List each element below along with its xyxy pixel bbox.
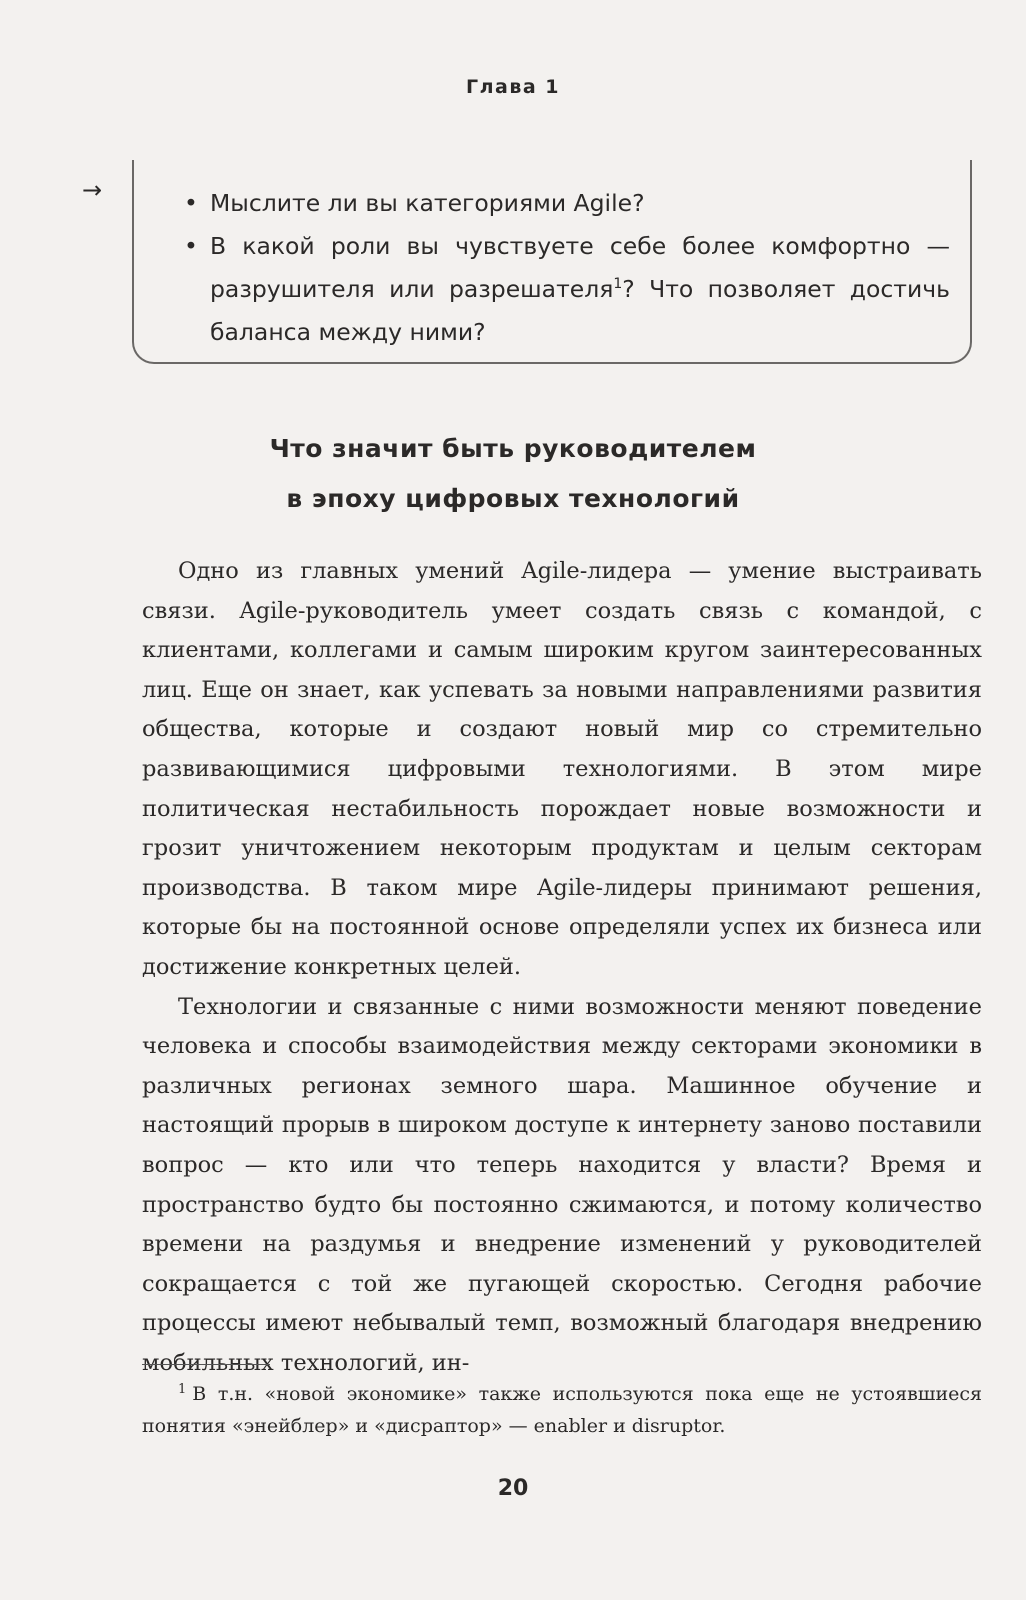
footnote-divider: [142, 1364, 270, 1365]
question-text: Мыслите ли вы категориями Agile?: [210, 189, 645, 217]
question-text: В какой роли вы чувствуете себе более комфортно — разрушителя или разрешателя: [210, 232, 950, 303]
section-title-line: в эпоху цифровых технологий: [286, 484, 740, 513]
footnote-text: В т.н. «новой экономике» также используются пока еще не устоявшиеся понятия «энейблер» и «дисраптор» — enabler и disruptor.: [142, 1383, 982, 1437]
body-text: [142, 552, 982, 1383]
question-item: [180, 182, 950, 225]
page-number: 20: [497, 1476, 529, 1501]
footnote-ref[interactable]: 1: [613, 276, 623, 293]
footnote: [142, 1378, 982, 1442]
arrow-right-icon: →: [82, 176, 103, 204]
body-paragraph: Одно из главных умений Agile-лидера — умение выстраивать связи. Agile-руководитель умеет создать связь с командой, с клиентами, коллегами и самым широким кругом заинтересованных лиц. Еще он знает, как успевать за новыми направлениями развития общества, которые и создают новый мир со стремительно развивающимися цифровыми технологиями. В этом мире политическая нестабильность порождает новые возможности и грозит уничтожением некоторым продуктам и целым секторам производства. В таком мире Agile-лидеры принимают решения, которые бы на постоянной основе определяли успех их бизнеса или достижение конкретных целей.: [142, 558, 982, 980]
body-paragraph: Технологии и связанные с ними возможности меняют поведение человека и способы взаимодействия между секторами экономики в различных регионах земного шара. Машинное обучение и настоящий прорыв в широком доступе к интернету заново поставили вопрос — кто или что теперь находится у власти? Время и пространство будто бы постоянно сжимаются, и потому количество времени на раздумья и внедрение изменений у руководителей сокращается с той же пугающей скоростью. Сегодня рабочие процессы имеют небывалый темп, возможный благодаря внедрению мобильных технологий, ин-: [142, 993, 982, 1376]
question-item: [180, 225, 950, 354]
section-title: [0, 424, 1026, 524]
question-list: [180, 182, 950, 354]
running-head: Глава 1: [465, 76, 561, 98]
question-text-continued: ? Что позволяет достичь баланса между ними?: [210, 275, 950, 346]
footnote-number: 1: [178, 1381, 187, 1397]
question-box: [132, 160, 972, 364]
section-title-line: Что значит быть руководителем: [269, 434, 757, 463]
